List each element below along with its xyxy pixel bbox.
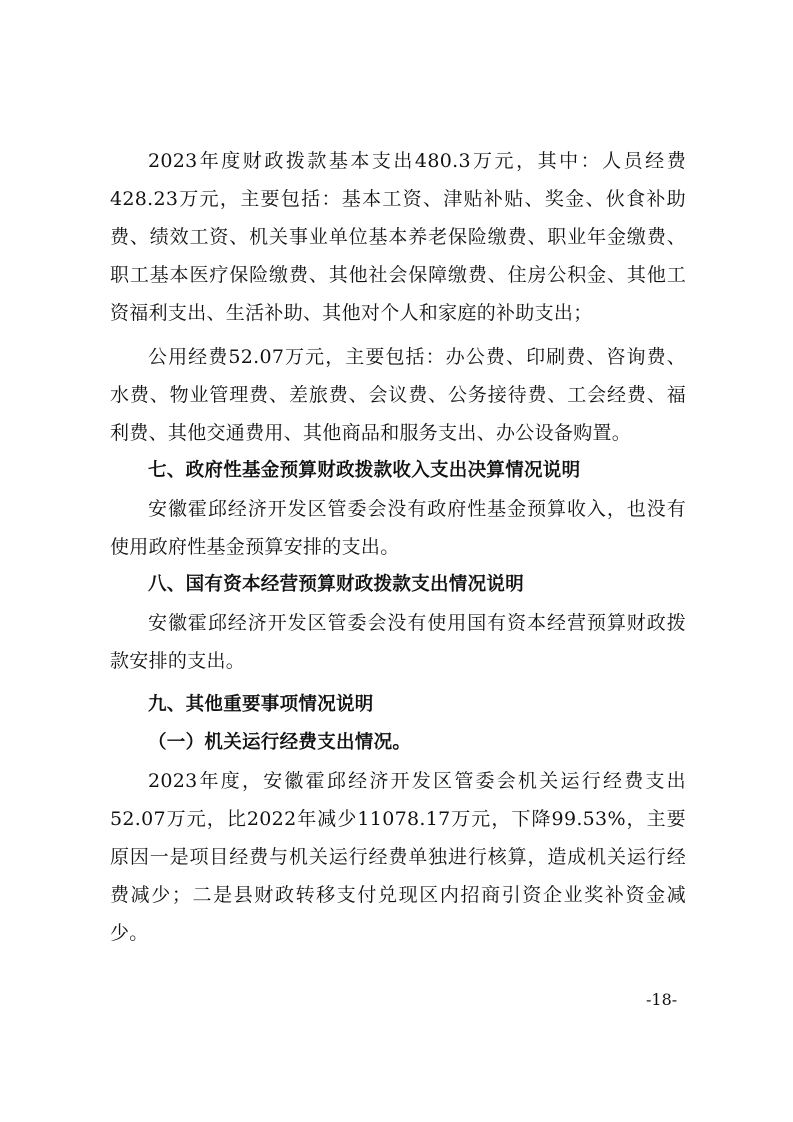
subsection-heading-1: （一）机关运行经费支出情况。 (148, 732, 412, 753)
section-heading-8: 八、国有资本经营预算财政拨款支出情况说明 (148, 574, 525, 595)
paragraph-section-9-1: 2023年度，安徽霍邱经济开发区管委会机关运行经费支出52.07万元，比2022年减少11078.17万元，下降99.53%，主要原因一是项目经费与机关运行经费单独进行核算，造成机关运行经费减少；二是县财政转移支付兑现区内招商引资企业奖补资金减少。 (110, 770, 686, 944)
paragraph-personnel-expenses: 2023年度财政拨款基本支出480.3万元，其中：人员经费428.23万元，主要包括：基本工资、津贴补贴、奖金、伙食补助费、绩效工资、机关事业单位基本养老保险缴费、职业年金缴费、职工基本医疗保险缴费、其他社会保障缴费、住房公积金、其他工资福利支出、生活补助、其他对个人和家庭的补助支出； (110, 150, 686, 324)
section-heading-9: 九、其他重要事项情况说明 (148, 694, 374, 715)
section-heading-7: 七、政府性基金预算财政拨款收入支出决算情况说明 (148, 460, 581, 481)
paragraph-public-expenses: 公用经费52.07万元，主要包括：办公费、印刷费、咨询费、水费、物业管理费、差旅费、会议费、公务接待费、工会经费、福利费、其他交通费用、其他商品和服务支出、办公设备购置。 (110, 346, 686, 444)
page-content (110, 142, 686, 952)
page-number: -18- (646, 990, 678, 1009)
paragraph-section-7: 安徽霍邱经济开发区管委会没有政府性基金预算收入，也没有使用政府性基金预算安排的支出。 (110, 498, 686, 558)
paragraph-section-8: 安徽霍邱经济开发区管委会没有使用国有资本经营预算财政拨款安排的支出。 (110, 612, 686, 672)
